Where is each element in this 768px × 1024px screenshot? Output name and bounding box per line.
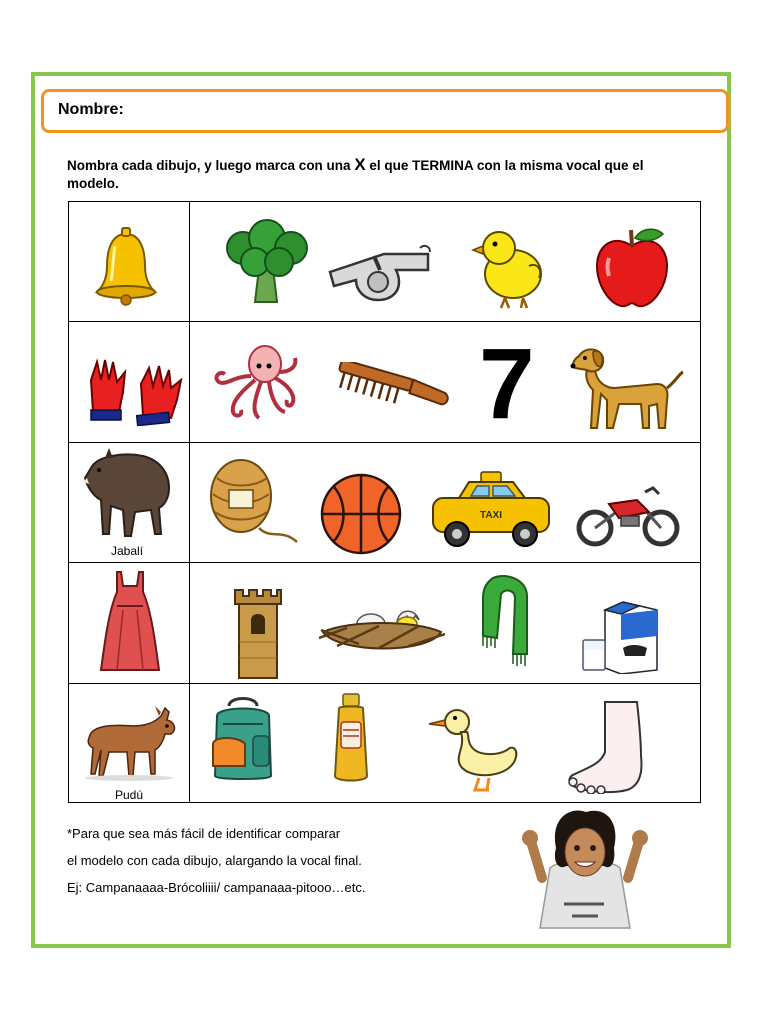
backpack-icon[interactable] <box>209 696 277 782</box>
grid-divider <box>189 202 190 802</box>
nest-icon[interactable] <box>319 598 445 658</box>
octopus-icon[interactable] <box>211 342 301 422</box>
milk-icon[interactable] <box>577 596 659 674</box>
grid-divider <box>69 562 700 563</box>
avatar <box>520 808 650 948</box>
name-field[interactable] <box>41 89 729 133</box>
apple-icon[interactable] <box>593 224 671 310</box>
chick-icon[interactable] <box>469 222 549 312</box>
model-caption-pudu: Pudú <box>115 788 144 802</box>
scarf-icon[interactable] <box>477 574 537 672</box>
pudu-icon <box>79 702 179 802</box>
boar-icon <box>83 446 173 558</box>
grid-divider <box>69 683 700 684</box>
footnote-line-1: *Para que sea más fácil de identificar comparar <box>67 826 341 841</box>
shampoo-icon[interactable] <box>333 692 369 784</box>
duck-icon[interactable] <box>427 706 519 792</box>
comb-icon[interactable] <box>331 362 451 424</box>
footnote-line-3: Ej: Campanaaaa-Brócoliiii/ campanaaa-pitooo…etc. <box>67 880 366 895</box>
broccoli-icon[interactable] <box>221 218 313 306</box>
basketball-icon[interactable] <box>319 472 403 556</box>
taxi-icon[interactable] <box>429 470 553 554</box>
model-caption-jabali: Jabalí <box>111 544 144 558</box>
exercise-grid <box>68 201 701 803</box>
grid-divider <box>69 442 700 443</box>
bell-icon <box>91 226 161 311</box>
grid-divider <box>69 321 700 322</box>
dog-icon[interactable] <box>569 344 687 432</box>
number-seven[interactable]: 7 <box>479 328 535 440</box>
tower-icon[interactable] <box>233 588 283 680</box>
footnote-line-2: el modelo con cada dibujo, alargando la vocal final. <box>67 853 362 868</box>
svg-text:TAXI: TAXI <box>479 510 503 521</box>
instructions-text: Nombra cada dibujo, y luego marca con una X el que TERMINA con la misma vocal que el modelo. <box>67 155 644 191</box>
gloves-icon <box>83 356 187 426</box>
whistle-icon[interactable] <box>324 242 434 302</box>
name-label: Nombre: <box>58 101 124 118</box>
motorcycle-icon[interactable] <box>575 482 681 548</box>
dress-icon <box>99 570 161 674</box>
foot-icon[interactable] <box>565 700 649 794</box>
yarn-ball-icon[interactable] <box>209 454 299 546</box>
